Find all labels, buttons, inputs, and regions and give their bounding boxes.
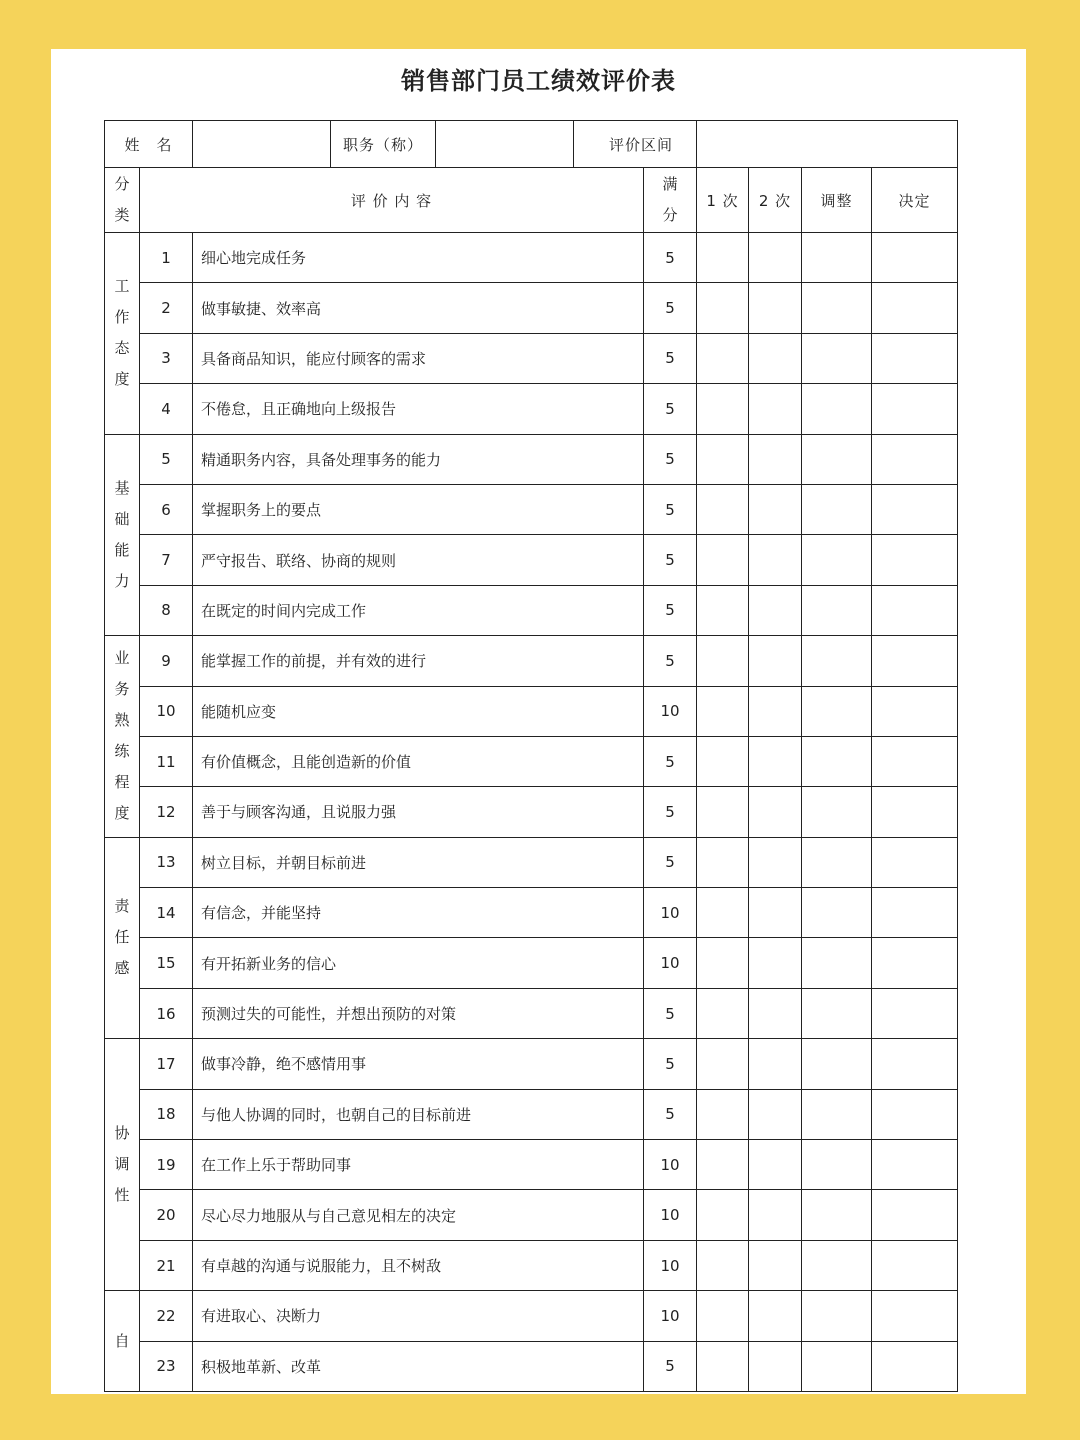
- item-number: 20: [140, 1190, 193, 1240]
- first-eval-cell[interactable]: [697, 787, 749, 837]
- decision-cell[interactable]: [872, 636, 958, 686]
- full-score: 5: [644, 233, 697, 283]
- header-row: [105, 168, 958, 233]
- item-number: 13: [140, 837, 193, 887]
- decision-cell[interactable]: [872, 888, 958, 938]
- second-eval-cell[interactable]: [749, 1190, 802, 1240]
- adjust-cell[interactable]: [802, 736, 872, 786]
- full-score: 5: [644, 333, 697, 383]
- criterion-row: [105, 1140, 958, 1190]
- criterion-row: [105, 233, 958, 283]
- item-number: 16: [140, 988, 193, 1038]
- category-label: 责 任 感: [105, 837, 140, 1039]
- item-number: 19: [140, 1140, 193, 1190]
- full-score: 5: [644, 484, 697, 534]
- second-eval-cell[interactable]: [749, 1039, 802, 1089]
- category-label: 业 务 熟 练 程 度: [105, 636, 140, 838]
- evaluation-item: 尽心尽力地服从与自己意见相左的决定: [193, 1190, 644, 1240]
- evaluation-item: 有价值概念，且能创造新的价值: [193, 736, 644, 786]
- first-eval-cell[interactable]: [697, 736, 749, 786]
- decision-cell[interactable]: [872, 1240, 958, 1290]
- evaluation-sheet: [51, 49, 1026, 1394]
- adjust-cell[interactable]: [802, 283, 872, 333]
- category-header: 分 类: [105, 168, 140, 233]
- evaluation-item: 做事冷静，绝不感情用事: [193, 1039, 644, 1089]
- decision-cell[interactable]: [872, 1089, 958, 1139]
- item-number: 10: [140, 686, 193, 736]
- decision-cell[interactable]: [872, 535, 958, 585]
- first-eval-cell[interactable]: [697, 1190, 749, 1240]
- first-eval-cell[interactable]: [697, 333, 749, 383]
- decision-cell[interactable]: [872, 938, 958, 988]
- first-eval-cell[interactable]: [697, 283, 749, 333]
- decision-cell[interactable]: [872, 233, 958, 283]
- adjust-cell[interactable]: [802, 434, 872, 484]
- second-eval-header: 2 次: [749, 168, 802, 233]
- first-eval-cell[interactable]: [697, 1039, 749, 1089]
- second-eval-cell[interactable]: [749, 938, 802, 988]
- first-eval-cell[interactable]: [697, 988, 749, 1038]
- adjust-cell[interactable]: [802, 585, 872, 635]
- decision-cell[interactable]: [872, 585, 958, 635]
- criterion-row: [105, 1240, 958, 1290]
- category-label: 基 础 能 力: [105, 434, 140, 636]
- evaluation-item: 能随机应变: [193, 686, 644, 736]
- full-score-header: 满 分: [644, 168, 697, 233]
- full-score: 5: [644, 434, 697, 484]
- second-eval-cell[interactable]: [749, 333, 802, 383]
- name-label: 姓 名: [105, 121, 193, 168]
- first-eval-cell[interactable]: [697, 636, 749, 686]
- evaluation-item: 善于与顾客沟通，且说服力强: [193, 787, 644, 837]
- criterion-row: [105, 837, 958, 887]
- full-score: 10: [644, 888, 697, 938]
- page-title: 销售部门员工绩效评价表: [401, 67, 676, 95]
- item-number: 17: [140, 1039, 193, 1089]
- second-eval-cell[interactable]: [749, 636, 802, 686]
- adjust-cell[interactable]: [802, 384, 872, 434]
- item-number: 21: [140, 1240, 193, 1290]
- first-eval-cell[interactable]: [697, 585, 749, 635]
- evaluation-item: 预测过失的可能性，并想出预防的对策: [193, 988, 644, 1038]
- second-eval-cell[interactable]: [749, 484, 802, 534]
- second-eval-cell[interactable]: [749, 1140, 802, 1190]
- criterion-row: [105, 787, 958, 837]
- criterion-row: [105, 888, 958, 938]
- criterion-row: [105, 1089, 958, 1139]
- info-row: [105, 121, 958, 168]
- item-number: 1: [140, 233, 193, 283]
- criterion-row: [105, 1291, 958, 1341]
- full-score: 10: [644, 1140, 697, 1190]
- first-eval-cell[interactable]: [697, 535, 749, 585]
- evaluation-item: 有开拓新业务的信心: [193, 938, 644, 988]
- adjust-cell[interactable]: [802, 1240, 872, 1290]
- item-number: 22: [140, 1291, 193, 1341]
- adjust-cell[interactable]: [802, 686, 872, 736]
- evaluation-item: 有进取心、决断力: [193, 1291, 644, 1341]
- second-eval-cell[interactable]: [749, 888, 802, 938]
- criterion-row: [105, 434, 958, 484]
- position-label: 职务（称）: [331, 121, 436, 168]
- adjust-cell[interactable]: [802, 333, 872, 383]
- decision-cell[interactable]: [872, 283, 958, 333]
- item-number: 6: [140, 484, 193, 534]
- second-eval-cell[interactable]: [749, 1291, 802, 1341]
- decision-header: 决定: [872, 168, 958, 233]
- second-eval-cell[interactable]: [749, 686, 802, 736]
- evaluation-item: 严守报告、联络、协商的规则: [193, 535, 644, 585]
- criterion-row: [105, 988, 958, 1038]
- decision-cell[interactable]: [872, 686, 958, 736]
- second-eval-cell[interactable]: [749, 837, 802, 887]
- adjust-header: 调整: [802, 168, 872, 233]
- decision-cell[interactable]: [872, 484, 958, 534]
- second-eval-cell[interactable]: [749, 988, 802, 1038]
- item-number: 2: [140, 283, 193, 333]
- adjust-cell[interactable]: [802, 988, 872, 1038]
- criterion-row: [105, 636, 958, 686]
- adjust-cell[interactable]: [802, 1190, 872, 1240]
- item-number: 23: [140, 1341, 193, 1391]
- first-eval-cell[interactable]: [697, 1140, 749, 1190]
- item-number: 9: [140, 636, 193, 686]
- full-score: 5: [644, 585, 697, 635]
- second-eval-cell[interactable]: [749, 1341, 802, 1391]
- first-eval-cell[interactable]: [697, 484, 749, 534]
- full-score: 10: [644, 686, 697, 736]
- first-eval-cell[interactable]: [697, 434, 749, 484]
- first-eval-cell[interactable]: [697, 384, 749, 434]
- full-score: 10: [644, 1240, 697, 1290]
- full-score: 5: [644, 535, 697, 585]
- evaluation-item: 精通职务内容，具备处理事务的能力: [193, 434, 644, 484]
- item-number: 5: [140, 434, 193, 484]
- adjust-cell[interactable]: [802, 535, 872, 585]
- first-eval-cell[interactable]: [697, 938, 749, 988]
- first-eval-cell[interactable]: [697, 837, 749, 887]
- decision-cell[interactable]: [872, 333, 958, 383]
- full-score: 5: [644, 1089, 697, 1139]
- adjust-cell[interactable]: [802, 1089, 872, 1139]
- decision-cell[interactable]: [872, 1291, 958, 1341]
- evaluation-item: 掌握职务上的要点: [193, 484, 644, 534]
- second-eval-cell[interactable]: [749, 1240, 802, 1290]
- full-score: 5: [644, 636, 697, 686]
- first-eval-cell[interactable]: [697, 686, 749, 736]
- evaluation-item: 有信念，并能坚持: [193, 888, 644, 938]
- second-eval-cell[interactable]: [749, 1089, 802, 1139]
- first-eval-header: 1 次: [697, 168, 749, 233]
- decision-cell[interactable]: [872, 787, 958, 837]
- first-eval-cell[interactable]: [697, 1089, 749, 1139]
- second-eval-cell[interactable]: [749, 233, 802, 283]
- content-header: 评 价 内 容: [140, 168, 644, 233]
- second-eval-cell[interactable]: [749, 736, 802, 786]
- full-score: 10: [644, 938, 697, 988]
- decision-cell[interactable]: [872, 988, 958, 1038]
- second-eval-cell[interactable]: [749, 384, 802, 434]
- second-eval-cell[interactable]: [749, 434, 802, 484]
- decision-cell[interactable]: [872, 1341, 958, 1391]
- criterion-row: [105, 736, 958, 786]
- criterion-row: [105, 938, 958, 988]
- item-number: 18: [140, 1089, 193, 1139]
- criterion-row: [105, 1190, 958, 1240]
- evaluation-item: 具备商品知识，能应付顾客的需求: [193, 333, 644, 383]
- adjust-cell[interactable]: [802, 1039, 872, 1089]
- adjust-cell[interactable]: [802, 1291, 872, 1341]
- period-field[interactable]: [697, 121, 958, 168]
- evaluation-item: 积极地革新、改革: [193, 1341, 644, 1391]
- category-label: 协 调 性: [105, 1039, 140, 1291]
- adjust-cell[interactable]: [802, 837, 872, 887]
- first-eval-cell[interactable]: [697, 1240, 749, 1290]
- decision-cell[interactable]: [872, 1190, 958, 1240]
- item-number: 11: [140, 736, 193, 786]
- decision-cell[interactable]: [872, 1140, 958, 1190]
- first-eval-cell[interactable]: [697, 1291, 749, 1341]
- full-score: 5: [644, 1341, 697, 1391]
- decision-cell[interactable]: [872, 384, 958, 434]
- evaluation-item: 在既定的时间内完成工作: [193, 585, 644, 635]
- full-score: 10: [644, 1190, 697, 1240]
- second-eval-cell[interactable]: [749, 585, 802, 635]
- evaluation-item: 能掌握工作的前提，并有效的进行: [193, 636, 644, 686]
- criterion-row: [105, 333, 958, 383]
- second-eval-cell[interactable]: [749, 787, 802, 837]
- second-eval-cell[interactable]: [749, 535, 802, 585]
- evaluation-item: 与他人协调的同时，也朝自己的目标前进: [193, 1089, 644, 1139]
- first-eval-cell[interactable]: [697, 1341, 749, 1391]
- item-number: 8: [140, 585, 193, 635]
- evaluation-item: 做事敏捷、效率高: [193, 283, 644, 333]
- first-eval-cell[interactable]: [697, 888, 749, 938]
- adjust-cell[interactable]: [802, 484, 872, 534]
- item-number: 3: [140, 333, 193, 383]
- full-score: 5: [644, 787, 697, 837]
- adjust-cell[interactable]: [802, 1140, 872, 1190]
- first-eval-cell[interactable]: [697, 233, 749, 283]
- adjust-cell[interactable]: [802, 787, 872, 837]
- evaluation-item: 树立目标，并朝目标前进: [193, 837, 644, 887]
- criterion-row: [105, 1039, 958, 1089]
- item-number: 14: [140, 888, 193, 938]
- decision-cell[interactable]: [872, 837, 958, 887]
- decision-cell[interactable]: [872, 434, 958, 484]
- criterion-row: [105, 384, 958, 434]
- full-score: 5: [644, 988, 697, 1038]
- item-number: 7: [140, 535, 193, 585]
- item-number: 15: [140, 938, 193, 988]
- position-field[interactable]: [436, 121, 574, 168]
- full-score: 5: [644, 384, 697, 434]
- criterion-row: [105, 535, 958, 585]
- full-score: 5: [644, 1039, 697, 1089]
- evaluation-item: 有卓越的沟通与说服能力，且不树敌: [193, 1240, 644, 1290]
- category-label: 自: [105, 1291, 140, 1392]
- criterion-row: [105, 484, 958, 534]
- full-score: 5: [644, 837, 697, 887]
- criterion-row: [105, 1341, 958, 1391]
- item-number: 4: [140, 384, 193, 434]
- criterion-row: [105, 585, 958, 635]
- evaluation-table: [104, 120, 958, 1392]
- decision-cell[interactable]: [872, 1039, 958, 1089]
- full-score: 5: [644, 736, 697, 786]
- adjust-cell[interactable]: [802, 888, 872, 938]
- adjust-cell[interactable]: [802, 636, 872, 686]
- adjust-cell[interactable]: [802, 938, 872, 988]
- item-number: 12: [140, 787, 193, 837]
- full-score: 5: [644, 283, 697, 333]
- full-score: 10: [644, 1291, 697, 1341]
- criterion-row: [105, 686, 958, 736]
- period-label: 评价区间: [574, 121, 697, 168]
- name-field[interactable]: [193, 121, 331, 168]
- evaluation-item: 在工作上乐于帮助同事: [193, 1140, 644, 1190]
- category-label: 工 作 态 度: [105, 233, 140, 435]
- adjust-cell[interactable]: [802, 233, 872, 283]
- criterion-row: [105, 283, 958, 333]
- second-eval-cell[interactable]: [749, 283, 802, 333]
- evaluation-item: 细心地完成任务: [193, 233, 644, 283]
- decision-cell[interactable]: [872, 736, 958, 786]
- evaluation-item: 不倦怠，且正确地向上级报告: [193, 384, 644, 434]
- adjust-cell[interactable]: [802, 1341, 872, 1391]
